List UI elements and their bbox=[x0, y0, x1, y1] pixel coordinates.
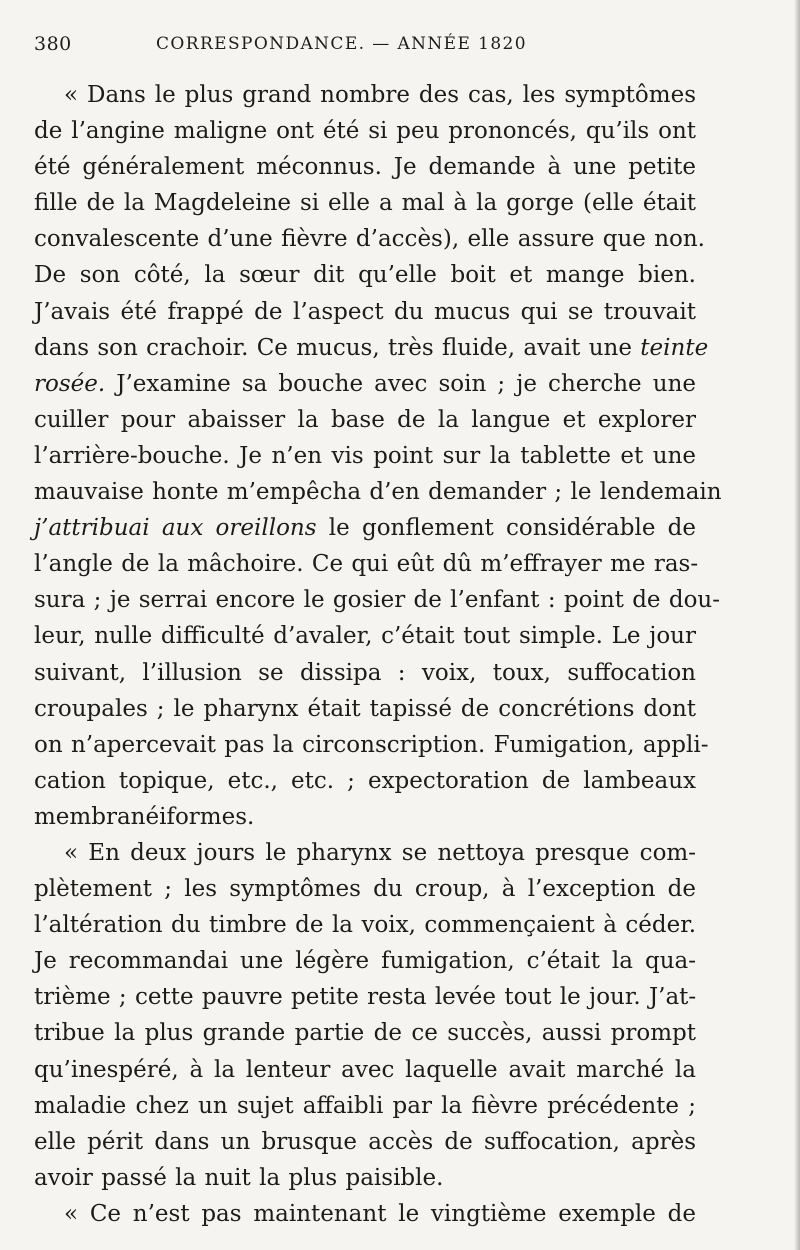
italic-text: teinte bbox=[640, 334, 709, 361]
text-line: l’altération du timbre de la voix, commençaient à céder. bbox=[34, 912, 696, 939]
text-line: Je recommandai une légère fumigation, c’était la qua- bbox=[34, 948, 696, 975]
italic-text: j’attribuai aux oreillons bbox=[34, 515, 317, 542]
text-line: membranéiformes. bbox=[34, 803, 255, 830]
text-line: plètement ; les symptômes du croup, à l’exception de bbox=[34, 876, 696, 903]
text-line: été généralement méconnus. Je demande à une petite bbox=[34, 154, 696, 181]
text-line: maladie chez un sujet affaibli par la fièvre précédente ; bbox=[34, 1092, 696, 1119]
text-line: « En deux jours le pharynx se nettoya presque com- bbox=[64, 839, 696, 866]
text-line: cation topique, etc., etc. ; expectoration de lambeaux bbox=[34, 767, 696, 794]
body-text bbox=[34, 77, 722, 1232]
text-line: dans son crachoir. Ce mucus, très fluide, avait une teinte bbox=[34, 334, 709, 361]
running-head bbox=[34, 33, 694, 63]
text-line: l’angle de la mâchoire. Ce qui eût dû m’effrayer me ras- bbox=[34, 551, 699, 578]
italic-text: rosée. bbox=[34, 370, 106, 397]
text-line: « Dans le plus grand nombre des cas, les symptômes bbox=[64, 82, 696, 108]
running-title: CORRESPONDANCE. — ANNÉE 1820 bbox=[156, 34, 527, 54]
text-line: cuiller pour abaisser la base de la langue et explorer bbox=[34, 406, 696, 433]
text-line: l’arrière-bouche. Je n’en vis point sur la tablette et une bbox=[34, 442, 696, 469]
text-line: « Ce n’est pas maintenant le vingtième exemple de bbox=[64, 1200, 696, 1227]
page-edge-shadow bbox=[794, 0, 800, 1250]
page-number: 380 bbox=[34, 33, 72, 55]
text-line: suivant, l’illusion se dissipa : voix, toux, suffocation bbox=[34, 659, 696, 686]
text-line: leur, nulle difficulté d’avaler, c’était tout simple. Le jour bbox=[34, 623, 696, 650]
text-line: avoir passé la nuit la plus paisible. bbox=[34, 1164, 444, 1191]
text-line: sura ; je serrai encore le gosier de l’enfant : point de dou- bbox=[34, 587, 721, 614]
text-line: de l’angine maligne ont été si peu prononcés, qu’ils ont bbox=[34, 118, 696, 145]
text-line: fille de la Magdeleine si elle a mal à la gorge (elle était bbox=[34, 190, 696, 217]
text-line: elle périt dans un brusque accès de suffocation, après bbox=[34, 1128, 696, 1155]
text-line: trième ; cette pauvre petite resta levée tout le jour. J’at- bbox=[34, 984, 697, 1011]
text-line: rosée. J’examine sa bouche avec soin ; je cherche une bbox=[34, 370, 696, 397]
text-line: tribue la plus grande partie de ce succès, aussi prompt bbox=[34, 1020, 696, 1047]
text-line: qu’inespéré, à la lenteur avec laquelle avait marché la bbox=[34, 1056, 696, 1083]
text-line: convalescente d’une fièvre d’accès), elle assure que non. bbox=[34, 226, 705, 253]
text-line: on n’apercevait pas la circonscription. Fumigation, appli- bbox=[34, 731, 709, 758]
text-line: mauvaise honte m’empêcha d’en demander ; le lendemain bbox=[34, 479, 722, 506]
text-line: croupales ; le pharynx était tapissé de concrétions dont bbox=[34, 695, 696, 722]
text-line: J’avais été frappé de l’aspect du mucus qui se trouvait bbox=[34, 298, 696, 325]
text-line: De son côté, la sœur dit qu’elle boit et mange bien. bbox=[34, 262, 696, 289]
text-line: j’attribuai aux oreillons le gonflement considérable de bbox=[34, 515, 697, 542]
